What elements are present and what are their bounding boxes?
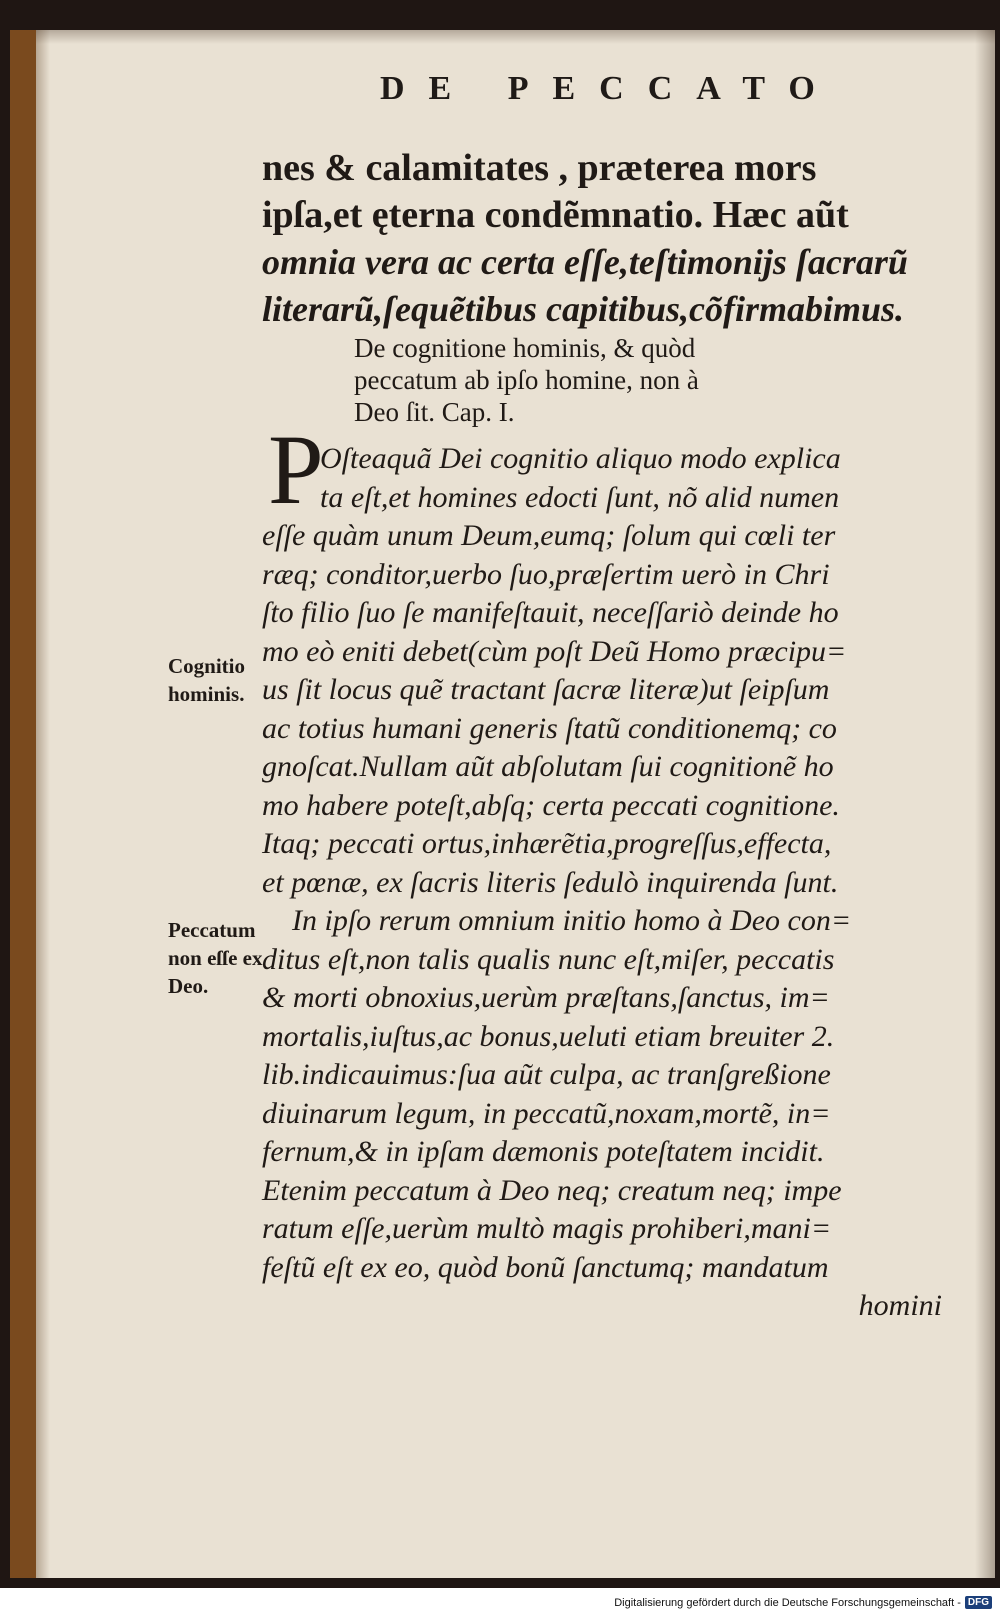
gutter-shadow — [36, 30, 50, 1578]
footer-text: Digitalisierung gefördert durch die Deutsche Forschungsgemeinschaft - — [614, 1596, 961, 1609]
intro-line: ipſa,et ęterna condẽmnatio. Hæc aũt — [262, 194, 849, 236]
margin-note-line: Peccatum — [168, 918, 256, 942]
body-line: mo habere poteſt,abſq; certa peccati cognitione. — [262, 788, 840, 822]
margin-note-cognitio — [168, 652, 245, 708]
body-line: et pœnæ, ex ſacris literis ſedulò inquirenda ſunt. — [262, 865, 839, 899]
body-line: ratum eſſe,uerùm multò magis prohiberi,mani= — [262, 1212, 832, 1245]
body-line: mo eò eniti debet(cùm poſt Deũ Homo præcipu= — [262, 634, 847, 668]
drop-cap: P — [268, 414, 324, 525]
margin-note-peccatum — [168, 916, 263, 1000]
body-line: mortalis,iuſtus,ac bonus,ueluti etiam breuiter 2. — [262, 1019, 835, 1053]
intro-line: literarũ,ſequẽtibus capitibus,cõfirmabimus. — [262, 289, 905, 329]
body-line: ſto filio ſuo ſe manifeſtauit, neceſſariò deinde ho — [262, 596, 839, 629]
body-line: Etenim peccatum à Deo neq; creatum neq; impe — [262, 1173, 842, 1207]
intro-line: nes & calamitates , præterea mors — [262, 147, 817, 189]
body-line: Itaq; peccati ortus,inhærẽtia,progreſſus,effecta, — [262, 827, 832, 860]
page-top-edge — [36, 30, 995, 44]
body-line: gnoſcat.Nullam aũt abſolutam ſui cognitionẽ ho — [262, 750, 834, 783]
page-right-edge — [975, 30, 995, 1578]
footer-credit — [614, 1596, 992, 1609]
margin-note-line: Cognitio — [168, 654, 246, 678]
body-line: eſſe quàm unum Deum,eumq; ſolum qui cœli ter — [262, 519, 836, 552]
body-line: fernum,& in ipſam dæmonis poteſtatem incidit. — [262, 1135, 825, 1168]
body-line: lib.indicauimus:ſua aũt culpa, ac tranſgreßione — [262, 1058, 831, 1091]
chapter-heading — [262, 332, 942, 428]
body-line: ditus eſt,non talis qualis nunc eſt,miſer, peccatis — [262, 942, 835, 976]
body-line: In ipſo rerum omnium initio homo à Deo con= — [262, 904, 852, 937]
body-line: ta eſt,et homines edocti ſunt, nõ alid numen — [320, 480, 840, 514]
chapter-heading-line: De cognitione hominis, & quòd — [354, 333, 696, 363]
body-line: ræq; conditor,uerbo ſuo,præſertim uerò in Chri — [262, 557, 830, 591]
body-line: & morti obnoxius,uerùm præſtans,ſanctus, im= — [262, 981, 830, 1014]
body-line: feſtũ eſt ex eo, quòd bonũ ſanctumq; mandatum — [262, 1250, 829, 1284]
running-head: DE PECCATO — [380, 70, 839, 107]
catchword: homini — [858, 1289, 942, 1322]
intro-text — [262, 145, 942, 333]
margin-note-line: non eſſe ex — [168, 946, 263, 970]
body-text — [262, 440, 942, 1326]
chapter-heading-line: peccatum ab ipſo homine, non à — [354, 365, 699, 395]
body-line: Oſteaquã Dei cognitio aliquo modo explica — [320, 442, 841, 475]
chapter-heading-line: Deo ſit. Cap. I. — [354, 397, 515, 427]
dfg-logo-icon: DFG — [965, 1596, 992, 1609]
body-line: us ſit locus quẽ tractant ſacræ literæ)ut ſeipſum — [262, 673, 830, 706]
body-line: ac totius humani generis ſtatũ conditionemq; co — [262, 711, 837, 745]
margin-note-line: hominis. — [168, 682, 245, 706]
body-line: diuinarum legum, in peccatũ,noxam,mortẽ, in= — [262, 1096, 831, 1130]
margin-note-line: Deo. — [168, 974, 209, 998]
intro-line: omnia vera ac certa eſſe,teſtimonijs ſacrarũ — [262, 242, 908, 282]
